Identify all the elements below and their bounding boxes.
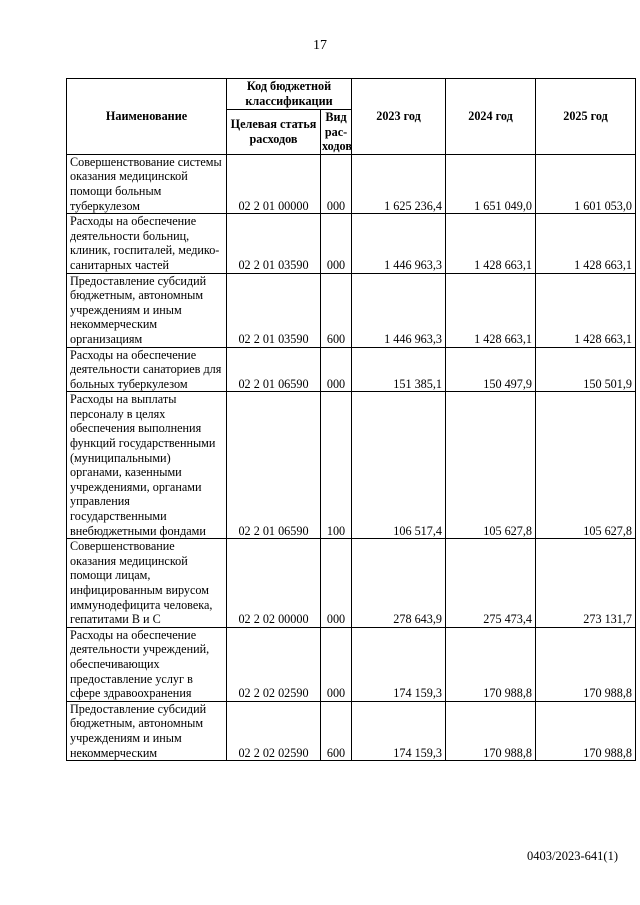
table-row [67, 701, 636, 760]
row-name: Совершенствование оказания медицинской помощи лицам, инфицированным вирусом иммунодефицита человека, гепатитами В и С [67, 539, 227, 628]
row-name: Предоставление субсидий бюджетным, автономным учреждениям и иным некоммерческим [67, 701, 227, 760]
row-value-2024: 150 497,9 [446, 347, 536, 392]
row-expense-kind: 000 [321, 214, 352, 273]
row-expense-kind: 000 [321, 627, 352, 701]
row-value-2023: 1 446 963,3 [352, 273, 446, 347]
table-row [67, 539, 636, 628]
row-value-2025: 1 428 663,1 [536, 214, 636, 273]
row-value-2024: 170 988,8 [446, 627, 536, 701]
row-target-article: 02 2 01 03590 [227, 273, 321, 347]
row-expense-kind: 600 [321, 273, 352, 347]
row-value-2024: 275 473,4 [446, 539, 536, 628]
row-target-article: 02 2 01 06590 [227, 392, 321, 539]
row-value-2025: 1 601 053,0 [536, 154, 636, 213]
row-value-2023: 1 625 236,4 [352, 154, 446, 213]
row-value-2025: 170 988,8 [536, 701, 636, 760]
row-value-2023: 174 159,3 [352, 701, 446, 760]
header-expense-kind: Вид рас-ходов [322, 110, 352, 154]
row-target-article: 02 2 01 06590 [227, 347, 321, 392]
row-name: Расходы на обеспечение деятельности санаториев для больных туберкулезом [67, 347, 227, 392]
table-row [67, 392, 636, 539]
row-value-2025: 105 627,8 [536, 392, 636, 539]
page-number: 17 [313, 38, 327, 53]
row-value-2024: 105 627,8 [446, 392, 536, 539]
row-value-2023: 151 385,1 [352, 347, 446, 392]
row-value-2023: 174 159,3 [352, 627, 446, 701]
header-year-2024: 2024 год [446, 79, 536, 155]
row-value-2023: 106 517,4 [352, 392, 446, 539]
row-target-article: 02 2 01 03590 [227, 214, 321, 273]
row-value-2024: 1 428 663,1 [446, 273, 536, 347]
document-id: 0403/2023-641(1) [527, 849, 618, 863]
table-row [67, 627, 636, 701]
header-year-2023: 2023 год [352, 79, 446, 155]
row-value-2024: 170 988,8 [446, 701, 536, 760]
row-target-article: 02 2 02 00000 [227, 539, 321, 628]
row-expense-kind: 000 [321, 539, 352, 628]
row-name: Предоставление субсидий бюджетным, автономным учреждениям и иным некоммерческим организациям [67, 273, 227, 347]
row-value-2025: 1 428 663,1 [536, 273, 636, 347]
row-expense-kind: 000 [321, 347, 352, 392]
budget-table [66, 78, 636, 761]
row-expense-kind: 100 [321, 392, 352, 539]
table-row [67, 347, 636, 392]
header-year-2025: 2025 год [536, 79, 636, 155]
row-value-2023: 278 643,9 [352, 539, 446, 628]
header-name: Наименование [67, 79, 227, 155]
row-name: Расходы на обеспечение деятельности больниц, клиник, госпиталей, медико-санитарных частей [67, 214, 227, 273]
table-body [67, 154, 636, 760]
row-expense-kind: 600 [321, 701, 352, 760]
header-target-article: Целевая статья расходов [227, 110, 321, 155]
header-code-group: Код бюджетной классификации [227, 79, 352, 110]
row-name: Расходы на обеспечение деятельности учреждений, обеспечивающих предоставление услуг в сфере здравоохранения [67, 627, 227, 701]
row-value-2023: 1 446 963,3 [352, 214, 446, 273]
row-target-article: 02 2 02 02590 [227, 701, 321, 760]
row-target-article: 02 2 02 02590 [227, 627, 321, 701]
table-row [67, 154, 636, 213]
row-expense-kind: 000 [321, 154, 352, 213]
row-value-2025: 170 988,8 [536, 627, 636, 701]
row-value-2024: 1 428 663,1 [446, 214, 536, 273]
row-value-2025: 150 501,9 [536, 347, 636, 392]
row-target-article: 02 2 01 00000 [227, 154, 321, 213]
row-value-2025: 273 131,7 [536, 539, 636, 628]
table-row [67, 273, 636, 347]
row-name: Совершенствование системы оказания медицинской помощи больным туберкулезом [67, 154, 227, 213]
row-value-2024: 1 651 049,0 [446, 154, 536, 213]
row-name: Расходы на выплаты персоналу в целях обеспечения выполнения функций государственными (муниципальными) органами, казенными учреждениями, органами управления государственными внебюджетными фондами [67, 392, 227, 539]
table-row [67, 214, 636, 273]
